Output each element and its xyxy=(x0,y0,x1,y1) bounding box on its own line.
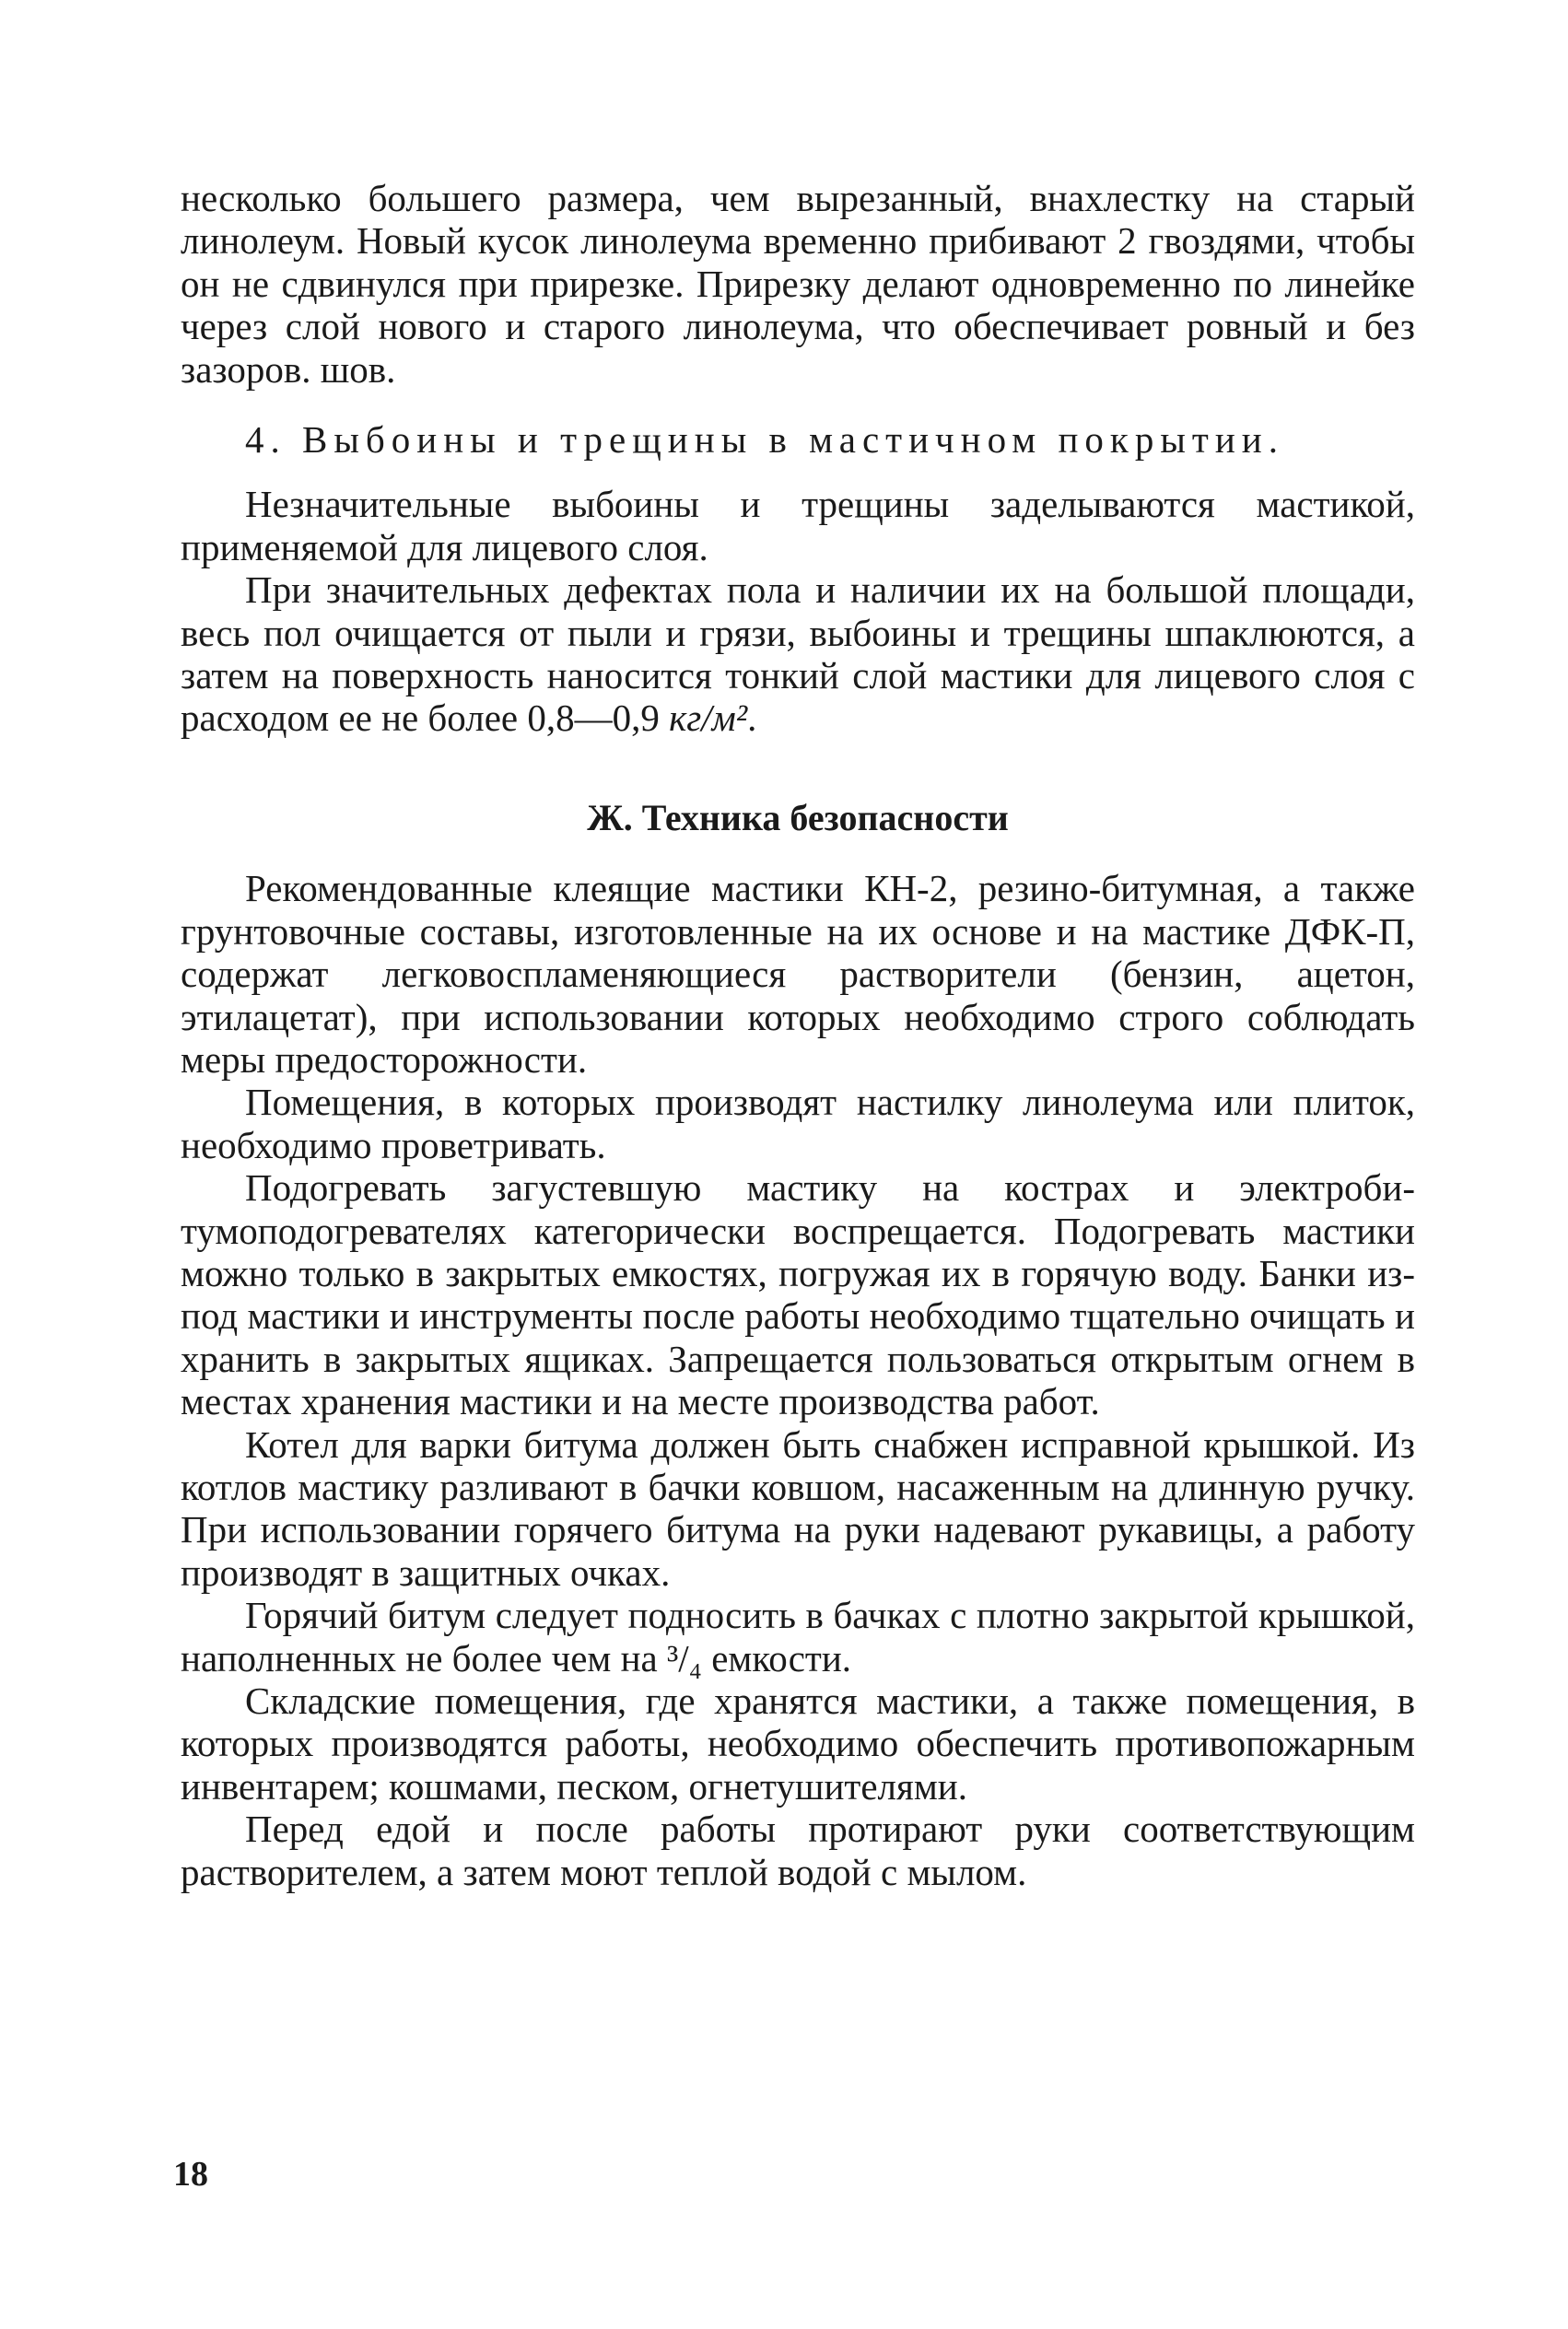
unit-label: кг/м² xyxy=(669,696,748,740)
paragraph: Незначительные выбоины и трещины заделываются мастикой, применяемой для лицевого слоя. xyxy=(181,483,1415,568)
subheading: 4. Выбоины и трещины в мастичном покрытии. xyxy=(245,418,1284,462)
paragraph: Рекомендованные клеящие мастики КН-2, резино-битумная, а также грунтовочные составы, изготовленные на их основе и на мастике ДФК-П, содержат легковоспламеняющиеся растворители (бензин, ацетон, этилацетат), при использовании которых необходимо строго соблюдать меры предосторожности. xyxy=(181,867,1415,1081)
continuation-paragraph: несколько большего размера, чем вырезанный, внахлестку на старый линолеум. Новый кусок линолеума временно прибивают 2 гвоздями, чтобы он не сдвинулся при прирезке. Прирезку делают одновременно по линейке через слой нового и старого линолеума, что обеспечивает ровный и без зазоров. шов. xyxy=(181,177,1415,391)
paragraph: Подогревать загустевшую мастику на кострах и электробитумоподогревателях категорически воспрещается. Подогревать мастики можно только в закрытых емкостях, погружая их в горячую воду. Банки из-под мастики и инструменты после работы необходимо тщательно очищать и хранить в закрытых ящиках. Запрещается пользоваться открытым огнем в местах хранения мастики и на месте производства работ. xyxy=(181,1166,1415,1423)
paragraph-text: При значительных дефектах пола и наличии их на большой площади, весь пол очищается от пыли и грязи, выбоины и трещины шпаклюются, а затем на поверхность наносится тонкий слой мастики для лицевого слоя с расходом ее не более 0,8—0,9 xyxy=(181,568,1415,740)
paragraph-with-unit xyxy=(181,568,1415,740)
section-title: Ж. Техника безопасности xyxy=(587,796,1009,838)
paragraph: Котел для варки битума должен быть снабжен исправной крышкой. Из котлов мастику разливают в бачки ковшом, насаженным на длинную ручку. При использовании горячего битума на руки надевают рукавицы, а работу производят в защитных очках. xyxy=(181,1422,1415,1594)
paragraph: Помещения, в которых производят настилку линолеума или плиток, необходимо проветривать. xyxy=(181,1081,1415,1166)
paragraph: Горячий битум следует подносить в бачках с плотно закрытой крышкой, наполненных не более чем на ³/₄ емкости. xyxy=(181,1594,1415,1679)
page-number: 18 xyxy=(173,2155,208,2194)
document-page xyxy=(181,177,1415,1893)
paragraph: Складские помещения, где хранятся мастики, а также помещения, в которых производятся работы, необходимо обеспечить противопожарным инвентарем; кошмами, песком, огнетушителями. xyxy=(181,1679,1415,1808)
paragraph-end: . xyxy=(747,696,757,740)
paragraph: Перед едой и после работы протирают руки соответствующим растворителем, а затем моют теплой водой с мылом. xyxy=(181,1808,1415,1893)
